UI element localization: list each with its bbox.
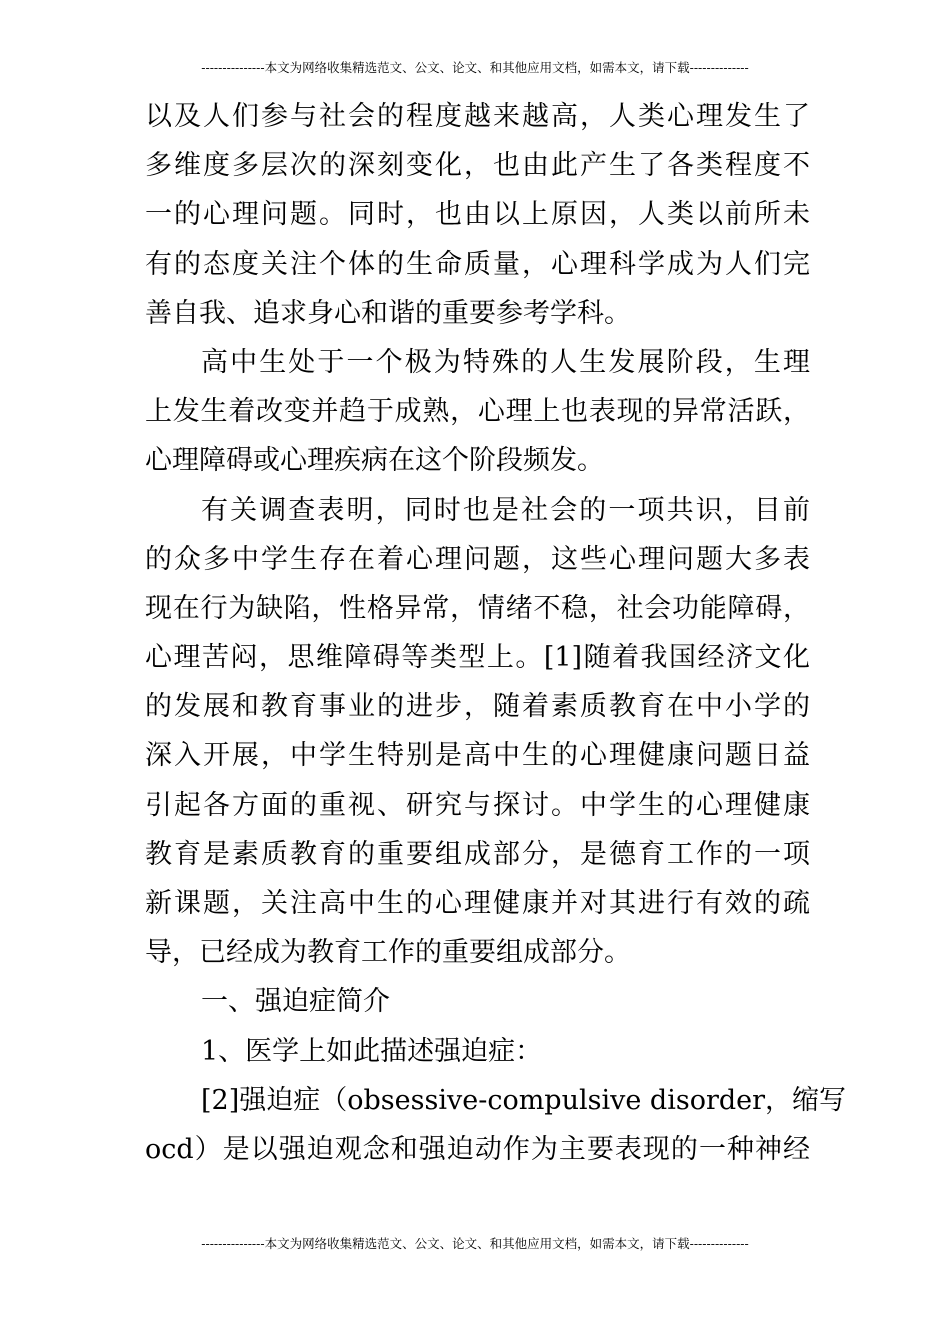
text-line: 心理苦闷，思维障碍等类型上。[1]随着我国经济文化: [145, 642, 810, 674]
text-line: 教育是素质教育的重要组成部分，是德育工作的一项: [145, 838, 810, 870]
text-line: 心理障碍或心理疾病在这个阶段频发。: [145, 445, 604, 477]
text-line: 引起各方面的重视、研究与探讨。中学生的心理健康: [145, 789, 810, 821]
text-line: ocd）是以强迫观念和强迫动作为主要表现的一种神经: [145, 1133, 810, 1165]
text-line: 有关调查表明，同时也是社会的一项共识，目前: [201, 494, 810, 526]
text-line: 上发生着改变并趋于成熟，心理上也表现的异常活跃，: [145, 396, 810, 428]
text-line: 现在行为缺陷，性格异常，情绪不稳，社会功能障碍，: [145, 592, 810, 624]
text-line: 的发展和教育事业的进步，随着素质教育在中小学的: [145, 691, 810, 723]
text-line: 高中生处于一个极为特殊的人生发展阶段，生理: [201, 346, 810, 378]
text-line: 深入开展，中学生特别是高中生的心理健康问题日益: [145, 740, 810, 772]
text-line: 一、强迫症简介: [201, 986, 390, 1018]
page-footer: ---------------本文为网络收集精选范文、公文、论文、和其他应用文档，如需本文，请下载--------------: [201, 1236, 749, 1251]
text-line: 新课题，关注高中生的心理健康并对其进行有效的疏: [145, 888, 810, 919]
text-line: 以及人们参与社会的程度越来越高，人类心理发生了: [145, 101, 810, 132]
text-line: 一的心理问题。同时，也由以上原因，人类以前所未: [145, 199, 810, 231]
text-line: 1、医学上如此描述强迫症：: [201, 1035, 543, 1067]
text-line: 有的态度关注个体的生命质量，心理科学成为人们完: [145, 248, 810, 280]
text-line: 善自我、追求身心和谐的重要参考学科。: [145, 297, 631, 329]
text-line: 导，已经成为教育工作的重要组成部分。: [145, 937, 631, 969]
text-line: [2]强迫症（obsessive-compulsive disorder，缩写: [201, 1084, 847, 1116]
document-body: [145, 92, 847, 1174]
text-line: 的众多中学生存在着心理问题，这些心理问题大多表: [145, 543, 810, 575]
page-header: ---------------本文为网络收集精选范文、公文、论文、和其他应用文档，如需本文，请下载--------------: [201, 60, 749, 75]
text-line: 多维度多层次的深刻变化，也由此产生了各类程度不: [145, 150, 810, 182]
